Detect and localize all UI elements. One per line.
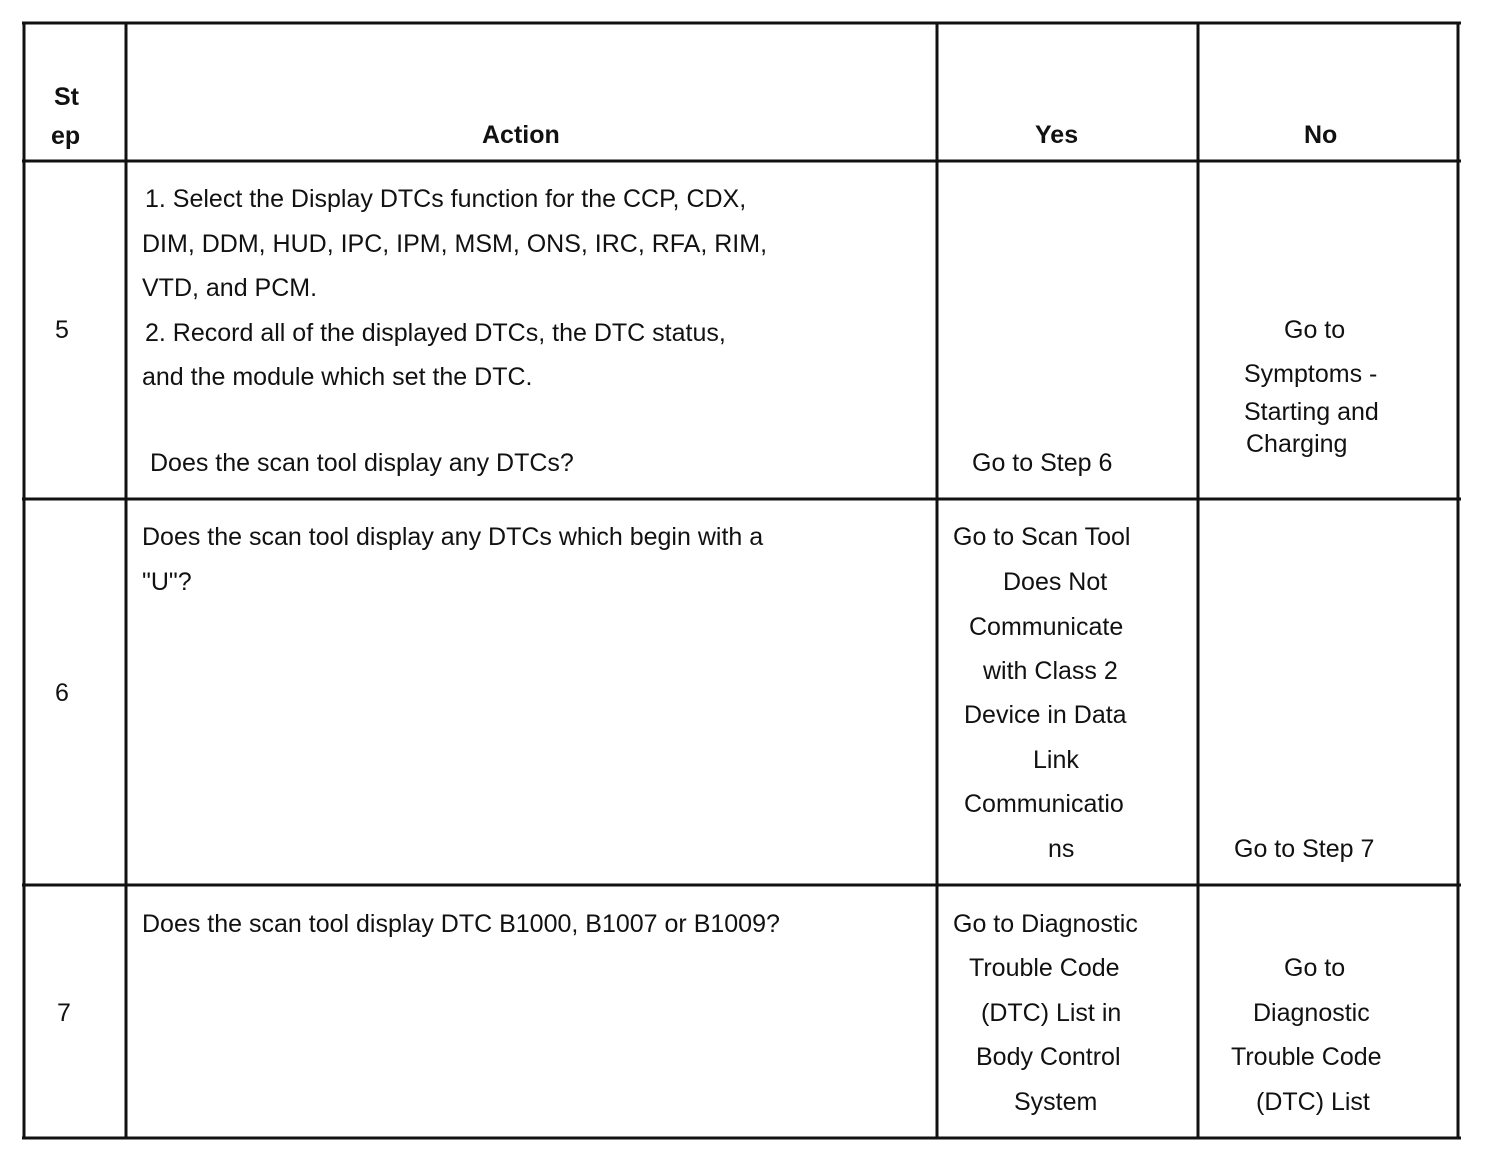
yes-result-line: Body Control [976, 1043, 1121, 1071]
yes-result-line: System [1014, 1088, 1098, 1116]
yes-result-line: Device in Data [964, 701, 1127, 729]
action-line: Does the scan tool display DTC B1000, B1007 or B1009? [142, 910, 780, 938]
step-number: 7 [57, 999, 71, 1027]
yes-result-line: (DTC) List in [981, 999, 1122, 1027]
yes-result-line: Go to Diagnostic [953, 910, 1138, 938]
action-line: and the module which set the DTC. [142, 363, 533, 391]
yes-result-line: with Class 2 [983, 657, 1118, 685]
action-line: 2. Record all of the displayed DTCs, the DTC status, [145, 319, 726, 347]
yes-result-line: ns [1048, 835, 1075, 863]
no-result-line: Go to [1284, 316, 1346, 344]
header-action: Action [482, 121, 560, 149]
action-line: VTD, and PCM. [142, 274, 318, 302]
header-step: ep [51, 122, 81, 150]
yes-result: Go to Step 6 [972, 449, 1113, 477]
step-number: 6 [55, 679, 69, 707]
header-no: No [1304, 121, 1338, 149]
yes-result-line: Does Not [1003, 568, 1108, 596]
yes-result-line: Link [1033, 746, 1079, 774]
no-result: Go to Step 7 [1234, 835, 1375, 863]
header-step: St [54, 83, 79, 111]
action-question: Does the scan tool display any DTCs? [150, 449, 574, 477]
action-line: Does the scan tool display any DTCs which begin with a [142, 523, 764, 551]
action-line: "U"? [142, 568, 192, 596]
header-yes: Yes [1035, 121, 1079, 149]
yes-result-line: Communicatio [964, 790, 1124, 818]
no-result-line: Go to [1284, 954, 1346, 982]
yes-result-line: Communicate [969, 613, 1124, 641]
yes-result-line: Go to Scan Tool [953, 523, 1131, 551]
no-result-line: Symptoms - [1244, 360, 1378, 388]
no-result-line: (DTC) List [1256, 1088, 1370, 1116]
yes-result-line: Trouble Code [969, 954, 1120, 982]
no-result-line: Charging [1246, 430, 1348, 458]
action-line: DIM, DDM, HUD, IPC, IPM, MSM, ONS, IRC, RFA, RIM, [142, 230, 768, 258]
no-result-line: Trouble Code [1231, 1043, 1382, 1071]
no-result-line: Starting and [1244, 398, 1379, 426]
no-result-line: Diagnostic [1253, 999, 1370, 1027]
step-number: 5 [55, 316, 69, 344]
action-line: 1. Select the Display DTCs function for the CCP, CDX, [145, 185, 747, 213]
